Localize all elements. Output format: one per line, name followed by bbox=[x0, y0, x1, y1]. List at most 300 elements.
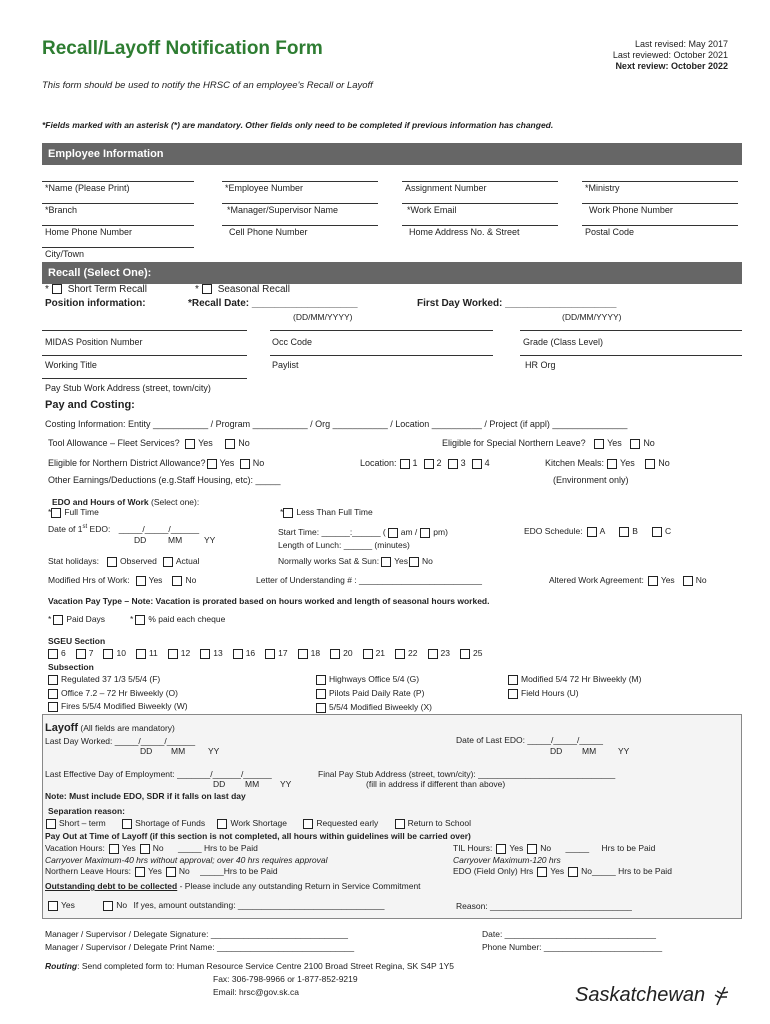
sgeu-option[interactable] bbox=[200, 648, 222, 658]
ministry-line[interactable] bbox=[582, 181, 738, 182]
sgeu-checkbox[interactable] bbox=[428, 649, 438, 659]
pct-cheque-option[interactable] bbox=[130, 614, 225, 625]
work-email-label: *Work Email bbox=[407, 205, 457, 215]
special-northern-label: Eligible for Special Northern Leave? bbox=[442, 438, 586, 448]
print-name-field[interactable]: Manager / Supervisor / Delegate Print Name: _____________________________ bbox=[45, 942, 355, 952]
separation-title: Separation reason: bbox=[48, 806, 125, 816]
northern-leave-label: Northern Leave Hours: bbox=[45, 866, 131, 876]
work-shortage-label: Work Shortage bbox=[230, 818, 288, 828]
short-term-option[interactable] bbox=[45, 284, 147, 295]
sgeu-option[interactable] bbox=[428, 648, 450, 658]
sgeu-option[interactable] bbox=[330, 648, 352, 658]
last-edo-field[interactable]: Date of Last EDO: _____/_____/_____ bbox=[456, 735, 603, 745]
sub-fires-label: Fires 5/5/4 Modified Biweekly (W) bbox=[61, 701, 188, 711]
position-info-label: Position information: bbox=[45, 298, 146, 309]
sub-fires-checkbox[interactable] bbox=[48, 702, 58, 712]
kitchen-no-checkbox[interactable] bbox=[645, 459, 655, 469]
first-edo-label: Date of 1 bbox=[48, 524, 83, 534]
short-term-label: Short – term bbox=[59, 818, 106, 828]
no-label: No bbox=[540, 843, 552, 853]
occ-code-line[interactable] bbox=[270, 330, 493, 331]
mm-label: MM bbox=[245, 779, 260, 789]
phone-field[interactable]: Phone Number: _________________________ bbox=[482, 942, 663, 952]
sub-554-checkbox[interactable] bbox=[316, 703, 326, 713]
employee-section-header: Employee Information bbox=[42, 143, 742, 165]
first-day-field[interactable]: First Day Worked: ____________________ bbox=[417, 298, 617, 309]
manager-line[interactable] bbox=[222, 203, 378, 204]
length-lunch-field[interactable]: Length of Lunch: ______ (minutes) bbox=[278, 540, 410, 550]
assignment-number-label: Assignment Number bbox=[405, 183, 487, 193]
modified-hrs-row bbox=[48, 575, 196, 586]
location-4-label: 4 bbox=[484, 458, 490, 468]
sgeu-option[interactable] bbox=[363, 648, 385, 658]
til-hours-row bbox=[453, 843, 655, 854]
yes-label: Yes bbox=[61, 900, 75, 910]
til-blank: _____ bbox=[565, 843, 590, 853]
sub-fires[interactable] bbox=[48, 701, 188, 712]
work-email-line[interactable] bbox=[402, 203, 558, 204]
sgeu-checkbox[interactable] bbox=[103, 649, 113, 659]
work-shortage-checkbox[interactable] bbox=[217, 819, 227, 829]
sub-field-hours-checkbox[interactable] bbox=[508, 689, 518, 699]
sat-sun-row bbox=[278, 556, 433, 567]
hrs-paid-label: Hrs to be Paid bbox=[601, 843, 656, 853]
cell-phone-line[interactable] bbox=[222, 225, 378, 226]
special-northern-no-checkbox[interactable] bbox=[630, 439, 640, 449]
vacation-no-checkbox[interactable] bbox=[140, 844, 150, 854]
less-full-time-label: Less Than Full Time bbox=[296, 507, 373, 517]
edo-select-note: (Select one): bbox=[151, 497, 200, 507]
work-phone-line[interactable] bbox=[582, 203, 738, 204]
actual-label: Actual bbox=[175, 556, 200, 566]
asterisk: * bbox=[45, 284, 49, 295]
working-title-line[interactable] bbox=[42, 355, 247, 356]
branch-label: *Branch bbox=[45, 205, 78, 215]
schedule-c-checkbox[interactable] bbox=[652, 527, 662, 537]
assignment-number-line[interactable] bbox=[402, 181, 558, 182]
sgeu-option[interactable] bbox=[48, 648, 66, 658]
schedule-a-checkbox[interactable] bbox=[587, 527, 597, 537]
carryover-40-note: Carryover Maximum-40 hrs without approval; over 40 hrs requires approval bbox=[45, 855, 328, 865]
saskatchewan-logo bbox=[575, 984, 731, 1007]
sub-highways-checkbox[interactable] bbox=[316, 675, 326, 685]
til-hours-label: TIL Hours: bbox=[453, 843, 493, 853]
modified-hrs-label: Modified Hrs of Work: bbox=[48, 575, 130, 585]
schedule-a-label: A bbox=[599, 526, 606, 536]
vacation-hours-label: Vacation Hours: bbox=[45, 843, 105, 853]
northern-leave-row bbox=[45, 866, 278, 877]
sgeu-option[interactable] bbox=[103, 648, 125, 658]
outstanding-debt-note: - Please include any outstanding Return in Service Commitment bbox=[177, 881, 421, 891]
pay-stub-line[interactable] bbox=[42, 378, 247, 379]
routing-row bbox=[45, 961, 454, 971]
sgeu-checkbox[interactable] bbox=[330, 649, 340, 659]
short-term-label: Short Term Recall bbox=[67, 284, 147, 295]
sub-highways[interactable] bbox=[316, 674, 419, 685]
sgeu-checkbox[interactable] bbox=[233, 649, 243, 659]
yes-label: Yes bbox=[394, 556, 408, 566]
occ-code-label: Occ Code bbox=[272, 337, 313, 347]
am-checkbox[interactable] bbox=[388, 528, 398, 538]
ministry-label: *Ministry bbox=[585, 183, 620, 193]
city-line[interactable] bbox=[42, 247, 194, 248]
sub-field-hours-label: Field Hours (U) bbox=[521, 688, 579, 698]
edo-title-row bbox=[52, 497, 199, 507]
outstanding-debt-row bbox=[45, 881, 421, 891]
sgeu-checkbox[interactable] bbox=[363, 649, 373, 659]
routing-label: Routing bbox=[45, 961, 78, 971]
paid-days-label: Paid Days bbox=[66, 614, 106, 624]
cell-phone-label: Cell Phone Number bbox=[229, 227, 308, 237]
sub-regulated-checkbox[interactable] bbox=[48, 675, 58, 685]
fill-in-note: (fill in address if different than above) bbox=[366, 779, 506, 789]
observed-checkbox[interactable] bbox=[107, 557, 117, 567]
sgeu-option[interactable] bbox=[265, 648, 287, 658]
dd-label: DD bbox=[134, 535, 147, 545]
hr-org-line[interactable] bbox=[520, 355, 742, 356]
amount-outstanding-field[interactable]: If yes, amount outstanding: _______________________________ bbox=[133, 900, 385, 910]
sgeu-label: 6 bbox=[61, 648, 66, 658]
seasonal-option[interactable] bbox=[195, 284, 290, 295]
sgeu-label: 7 bbox=[88, 648, 94, 658]
wheat-icon bbox=[711, 985, 731, 1007]
modified-no-checkbox[interactable] bbox=[172, 576, 182, 586]
northern-district-yes-checkbox[interactable] bbox=[207, 459, 217, 469]
vacation-hours-row bbox=[45, 843, 258, 854]
special-northern-row bbox=[442, 438, 655, 449]
sat-sun-label: Normally works Sat & Sun: bbox=[278, 556, 380, 566]
paylist-label: Paylist bbox=[272, 360, 299, 370]
outstanding-yes-checkbox[interactable] bbox=[48, 901, 58, 911]
sgeu-label: 10 bbox=[116, 648, 126, 658]
seasonal-label: Seasonal Recall bbox=[217, 284, 290, 295]
date-field[interactable]: Date: ________________________________ bbox=[482, 929, 656, 939]
mm-label: MM bbox=[168, 535, 183, 545]
no-label: No bbox=[152, 843, 164, 853]
no-label: No bbox=[421, 556, 433, 566]
altered-no-checkbox[interactable] bbox=[683, 576, 693, 586]
manager-label: *Manager/Supervisor Name bbox=[227, 205, 339, 215]
final-pay-stub-field[interactable]: Final Pay Stub Address (street, town/city): _____________________________ bbox=[318, 769, 616, 779]
sgeu-label: 22 bbox=[408, 648, 418, 658]
location-4-checkbox[interactable] bbox=[472, 459, 482, 469]
sub-highways-label: Highways Office 5/4 (G) bbox=[329, 674, 420, 684]
employee-number-label: *Employee Number bbox=[225, 183, 304, 193]
postal-code-label: Postal Code bbox=[585, 227, 635, 237]
sat-sun-no-checkbox[interactable] bbox=[409, 557, 419, 567]
pm-checkbox[interactable] bbox=[420, 528, 430, 538]
logo-text: Saskatchewan bbox=[575, 984, 706, 1006]
actual-checkbox[interactable] bbox=[163, 557, 173, 567]
costing-info[interactable]: Costing Information: Entity ___________ / Program ___________ / Org ___________ / Location __________ / Project (if appl) _______________ bbox=[45, 419, 628, 429]
requested-checkbox[interactable] bbox=[303, 819, 313, 829]
shortage-checkbox[interactable] bbox=[122, 819, 132, 829]
sgeu-section-title: SGEU Section bbox=[48, 636, 106, 646]
sgeu-label: 18 bbox=[310, 648, 321, 658]
sgeu-checkbox[interactable] bbox=[48, 649, 58, 659]
routing-text: : Send completed form to: Human Resource Service Centre 2100 Broad Street Regina, SK S4P 1Y5 bbox=[77, 961, 454, 971]
pct-cheque-checkbox[interactable] bbox=[135, 615, 145, 625]
name-label: *Name (Please Print) bbox=[45, 183, 130, 193]
sgeu-options bbox=[48, 648, 492, 659]
northern-no-checkbox[interactable] bbox=[166, 867, 176, 877]
home-address-line[interactable] bbox=[402, 225, 558, 226]
yes-label: Yes bbox=[148, 575, 163, 585]
first-edo-label-suffix: EDO: bbox=[87, 524, 111, 534]
tool-yes-checkbox[interactable] bbox=[185, 439, 195, 449]
paid-days-option[interactable] bbox=[48, 614, 105, 625]
last-revised: Last revised: May 2017 bbox=[634, 39, 728, 49]
yes-label: Yes bbox=[509, 843, 524, 853]
home-phone-line[interactable] bbox=[42, 225, 194, 226]
kitchen-meals-label: Kitchen Meals: bbox=[545, 458, 605, 468]
sub-regulated-label: Regulated 37 1/3 5/5/4 (F) bbox=[61, 674, 161, 684]
location-2-checkbox[interactable] bbox=[424, 459, 434, 469]
sub-modified-54[interactable] bbox=[508, 674, 641, 685]
yes-label: Yes bbox=[550, 866, 565, 876]
special-northern-yes-checkbox[interactable] bbox=[594, 439, 604, 449]
no-label: No bbox=[238, 438, 250, 448]
sgeu-label: 25 bbox=[472, 648, 483, 658]
sgeu-label: 20 bbox=[343, 648, 353, 658]
requested-label: Requested early bbox=[316, 818, 379, 828]
short-term-checkbox[interactable] bbox=[46, 819, 56, 829]
layoff-title: Layoff bbox=[45, 722, 78, 734]
edo-field-no-checkbox[interactable] bbox=[568, 867, 578, 877]
asterisk: * bbox=[195, 284, 199, 295]
dd-label: DD bbox=[550, 746, 563, 756]
sgeu-label: 23 bbox=[440, 648, 450, 658]
altered-label: Altered Work Agreement: bbox=[549, 575, 644, 585]
northern-yes-checkbox[interactable] bbox=[135, 867, 145, 877]
last-day-field[interactable]: Last Day Worked: _____/_____/______ bbox=[45, 736, 196, 746]
sgeu-checkbox[interactable] bbox=[168, 649, 178, 659]
return-school-label: Return to School bbox=[407, 818, 471, 828]
recall-section-header: Recall (Select One): bbox=[42, 262, 742, 284]
last-effective-field[interactable]: Last Effective Day of Employment: _______/______/______ bbox=[45, 769, 272, 779]
yy-label: YY bbox=[204, 535, 216, 545]
dd-label: DD bbox=[213, 779, 226, 789]
sub-field-hours[interactable] bbox=[508, 688, 579, 699]
hrs-paid-label: Hrs to be Paid bbox=[204, 843, 258, 853]
location-1-checkbox[interactable] bbox=[400, 459, 410, 469]
sgeu-option[interactable] bbox=[76, 648, 94, 658]
northern-district-no-checkbox[interactable] bbox=[240, 459, 250, 469]
schedule-c-label: C bbox=[664, 526, 672, 536]
sgeu-option[interactable] bbox=[233, 648, 255, 658]
sgeu-checkbox[interactable] bbox=[136, 649, 146, 659]
schedule-b-checkbox[interactable] bbox=[619, 527, 629, 537]
sub-554-label: 5/5/4 Modified Biweekly (X) bbox=[329, 702, 432, 712]
sub-pilots[interactable] bbox=[316, 688, 424, 699]
environment-note: (Environment only) bbox=[553, 475, 629, 485]
til-yes-checkbox[interactable] bbox=[496, 844, 506, 854]
altered-yes-checkbox[interactable] bbox=[648, 576, 658, 586]
sgeu-checkbox[interactable] bbox=[298, 649, 308, 659]
sgeu-label: 17 bbox=[278, 648, 288, 658]
hrs-paid-label: Hrs to be Paid bbox=[618, 866, 672, 876]
location-row bbox=[360, 458, 490, 469]
kitchen-yes-checkbox[interactable] bbox=[607, 459, 617, 469]
home-address-label: Home Address No. & Street bbox=[409, 227, 520, 237]
fax-text: Fax: 306-798-9966 or 1-877-852-9219 bbox=[213, 974, 358, 984]
sgeu-option[interactable] bbox=[460, 648, 482, 658]
sub-office[interactable] bbox=[48, 688, 178, 699]
sub-554[interactable] bbox=[316, 702, 432, 713]
no-label: No bbox=[185, 575, 197, 585]
yy-label: YY bbox=[618, 746, 630, 756]
pay-stub-label: Pay Stub Work Address (street, town/city) bbox=[45, 383, 211, 393]
no-label: No bbox=[581, 866, 593, 876]
work-phone-label: Work Phone Number bbox=[589, 205, 673, 215]
edo-schedule-label: EDO Schedule: bbox=[524, 526, 583, 536]
sgeu-checkbox[interactable] bbox=[265, 649, 275, 659]
first-edo-field[interactable] bbox=[48, 524, 199, 534]
sub-regulated[interactable] bbox=[48, 674, 160, 685]
stat-holidays-label: Stat holidays: bbox=[48, 556, 100, 566]
kitchen-meals-row bbox=[545, 458, 670, 469]
tool-allowance-row bbox=[48, 438, 250, 449]
email-text[interactable]: Email: hrsc@gov.sk.ca bbox=[213, 987, 299, 997]
start-time-field[interactable] bbox=[278, 527, 448, 538]
sgeu-label: 11 bbox=[148, 648, 158, 658]
northern-blank: _____ bbox=[200, 866, 224, 876]
no-label: No bbox=[116, 900, 128, 910]
sgeu-option[interactable] bbox=[168, 648, 190, 658]
asterisk: * bbox=[130, 614, 134, 624]
northern-district-row bbox=[48, 458, 264, 469]
reason-field[interactable]: Reason: ______________________________ bbox=[456, 901, 632, 911]
recall-date-format: (DD/MM/YYYY) bbox=[293, 312, 353, 322]
sub-modified-54-label: Modified 5/4 72 Hr Biweekly (M) bbox=[521, 674, 642, 684]
asterisk: * bbox=[48, 614, 52, 624]
pm-label: pm) bbox=[433, 527, 448, 537]
less-full-time-option[interactable] bbox=[280, 507, 373, 518]
first-day-format: (DD/MM/YYYY) bbox=[562, 312, 622, 322]
sgeu-checkbox[interactable] bbox=[460, 649, 470, 659]
sgeu-option[interactable] bbox=[136, 648, 158, 658]
full-time-label: Full Time bbox=[64, 507, 99, 517]
sgeu-checkbox[interactable] bbox=[200, 649, 210, 659]
first-edo-superscript: st bbox=[82, 524, 88, 531]
tool-no-checkbox[interactable] bbox=[225, 439, 235, 449]
location-3-label: 3 bbox=[460, 458, 466, 468]
midas-line[interactable] bbox=[42, 330, 247, 331]
other-earnings-field[interactable]: Other Earnings/Deductions (e.g.Staff Housing, etc): _____ bbox=[48, 475, 281, 485]
sgeu-checkbox[interactable] bbox=[76, 649, 86, 659]
no-label: No bbox=[643, 438, 655, 448]
sgeu-label: 12 bbox=[180, 648, 191, 658]
signature-field[interactable]: Manager / Supervisor / Delegate Signature: _____________________________ bbox=[45, 929, 348, 939]
mm-label: MM bbox=[171, 746, 186, 756]
edo-field-label: EDO (Field Only) Hrs bbox=[453, 866, 534, 876]
next-review: Next review: October 2022 bbox=[615, 61, 728, 71]
location-3-checkbox[interactable] bbox=[448, 459, 458, 469]
no-label: No bbox=[178, 866, 190, 876]
letter-understanding-field[interactable]: Letter of Understanding # : __________________________ bbox=[256, 575, 482, 585]
yes-label: Yes bbox=[607, 438, 622, 448]
outstanding-yes-no-row bbox=[48, 900, 384, 911]
yes-label: Yes bbox=[198, 438, 213, 448]
less-full-time-checkbox[interactable] bbox=[283, 508, 293, 518]
layoff-title-row bbox=[45, 722, 175, 734]
mm-label: MM bbox=[582, 746, 597, 756]
branch-line[interactable] bbox=[42, 203, 194, 204]
postal-code-line[interactable] bbox=[582, 225, 738, 226]
location-2-label: 2 bbox=[436, 458, 442, 468]
sgeu-option[interactable] bbox=[298, 648, 320, 658]
grade-line[interactable] bbox=[520, 330, 742, 331]
sub-office-label: Office 7.2 – 72 Hr Biweekly (O) bbox=[61, 688, 178, 698]
dd-label: DD bbox=[140, 746, 153, 756]
outstanding-no-checkbox[interactable] bbox=[103, 901, 113, 911]
modified-yes-checkbox[interactable] bbox=[136, 576, 146, 586]
short-term-checkbox[interactable] bbox=[52, 284, 62, 294]
payout-title: Pay Out at Time of Layoff (if this section is not completed, all hours within guidelines will be carried over) bbox=[45, 831, 471, 841]
paid-days-checkbox[interactable] bbox=[53, 615, 63, 625]
shortage-label: Shortage of Funds bbox=[135, 818, 206, 828]
stat-holidays-row bbox=[48, 556, 200, 567]
no-label: No bbox=[658, 458, 670, 468]
tool-allowance-label: Tool Allowance – Fleet Services? bbox=[48, 438, 180, 448]
outstanding-debt-title: Outstanding debt to be collected bbox=[45, 881, 178, 891]
hr-org-label: HR Org bbox=[525, 360, 556, 370]
edo-field-yes-checkbox[interactable] bbox=[537, 867, 547, 877]
full-time-option[interactable] bbox=[48, 507, 99, 518]
yy-label: YY bbox=[280, 779, 292, 789]
return-school-checkbox[interactable] bbox=[395, 819, 405, 829]
yy-label: YY bbox=[208, 746, 220, 756]
mandatory-note: *Fields marked with an asterisk (*) are mandatory. Other fields only need to be completed if previous information has changed. bbox=[42, 120, 554, 130]
layoff-note: (All fields are mandatory) bbox=[80, 723, 175, 733]
vacation-yes-checkbox[interactable] bbox=[109, 844, 119, 854]
name-line[interactable] bbox=[42, 181, 194, 182]
asterisk: * bbox=[280, 507, 284, 517]
yes-label: Yes bbox=[121, 843, 136, 853]
yes-label: Yes bbox=[148, 866, 162, 876]
pay-costing-title: Pay and Costing: bbox=[45, 399, 135, 411]
sub-office-checkbox[interactable] bbox=[48, 689, 58, 699]
sub-modified-54-checkbox[interactable] bbox=[508, 675, 518, 685]
til-no-checkbox[interactable] bbox=[527, 844, 537, 854]
location-1-label: 1 bbox=[412, 458, 418, 468]
pct-cheque-label: % paid each cheque bbox=[148, 614, 226, 624]
recall-date-field[interactable]: *Recall Date: ___________________ bbox=[188, 298, 358, 309]
form-subtitle: This form should be used to notify the HRSC of an employee's Recall or Layoff bbox=[42, 80, 373, 91]
grade-label: Grade (Class Level) bbox=[523, 337, 604, 347]
sgeu-checkbox[interactable] bbox=[395, 649, 405, 659]
working-title-label: Working Title bbox=[45, 360, 97, 370]
full-time-checkbox[interactable] bbox=[51, 508, 61, 518]
no-label: No bbox=[695, 575, 707, 585]
start-time-label: Start Time: ______:______ ( bbox=[278, 527, 386, 537]
sub-pilots-checkbox[interactable] bbox=[316, 689, 326, 699]
paylist-line[interactable] bbox=[270, 355, 493, 356]
sgeu-option[interactable] bbox=[395, 648, 417, 658]
yes-label: Yes bbox=[219, 458, 235, 468]
sat-sun-yes-checkbox[interactable] bbox=[381, 557, 391, 567]
edo-field-blank: _____ bbox=[592, 866, 616, 876]
seasonal-checkbox[interactable] bbox=[202, 284, 212, 294]
employee-number-line[interactable] bbox=[222, 181, 378, 182]
carryover-120-note: Carryover Maximum-120 hrs bbox=[453, 855, 561, 865]
yes-label: Yes bbox=[660, 575, 675, 585]
vacation-note: Vacation Pay Type – Note: Vacation is prorated based on hours worked and length of seasonal hours worked. bbox=[48, 596, 490, 606]
altered-agreement-row bbox=[549, 575, 707, 586]
yes-label: Yes bbox=[620, 458, 635, 468]
form-title: Recall/Layoff Notification Form bbox=[42, 38, 323, 59]
city-label: City/Town bbox=[45, 249, 85, 259]
